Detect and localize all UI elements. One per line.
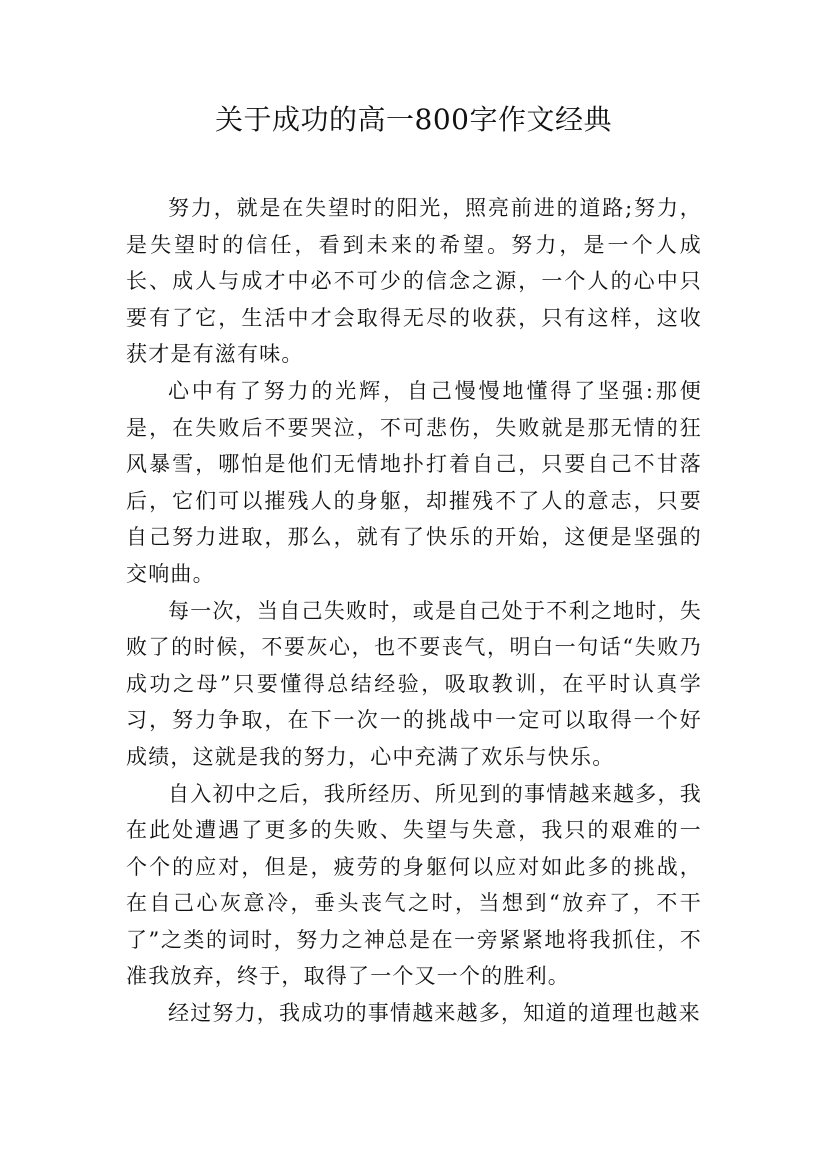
document-title: 关于成功的高一800字作文经典 [215, 103, 612, 136]
paragraph-1: 努力，就是在失望时的阳光，照亮前进的道路;努力，是失望时的信任，看到未来的希望。努力，是一个人成长、成人与成才中必不可少的信念之源，一个人的心中只要有了它，生活中才会取得无尽的收获，只有这样，这收获才是有滋有味。 [126, 196, 702, 367]
paragraph-4: 自入初中之后，我所经历、所见到的事情越来越多，我在此处遭遇了更多的失败、失望与失意，我只的艰难的一个个的应对，但是，疲劳的身躯何以应对如此多的挑战，在自己心灰意冷，垂头丧气之时，当想到“放弃了，不干了”之类的词时，努力之神总是在一旁紧紧地将我抓住，不准我放弃，终于，取得了一个又一个的胜利。 [126, 781, 702, 989]
paragraph-5: 经过努力，我成功的事情越来越多，知道的道理也越来 [168, 1001, 701, 1026]
paragraph-3: 每一次，当自己失败时，或是自己处于不利之地时，失败了的时候，不要灰心，也不要丧气，明白一句话“失败乃成功之母”只要懂得总结经验，吸取教训，在平时认真学习，努力争取，在下一次一的挑战中一定可以取得一个好成绩，这就是我的努力，心中充满了欢乐与快乐。 [126, 598, 702, 769]
paragraph-2: 心中有了努力的光辉，自己慢慢地懂得了坚强:那便是，在失败后不要哭泣，不可悲伤，失败就是那无情的狂风暴雪，哪怕是他们无情地扑打着自己，只要自己不甘落后，它们可以摧残人的身躯，却摧残不了人的意志，只要自己努力进取，那么，就有了快乐的开始，这便是坚强的交响曲。 [126, 378, 702, 586]
document-body [126, 190, 702, 1032]
